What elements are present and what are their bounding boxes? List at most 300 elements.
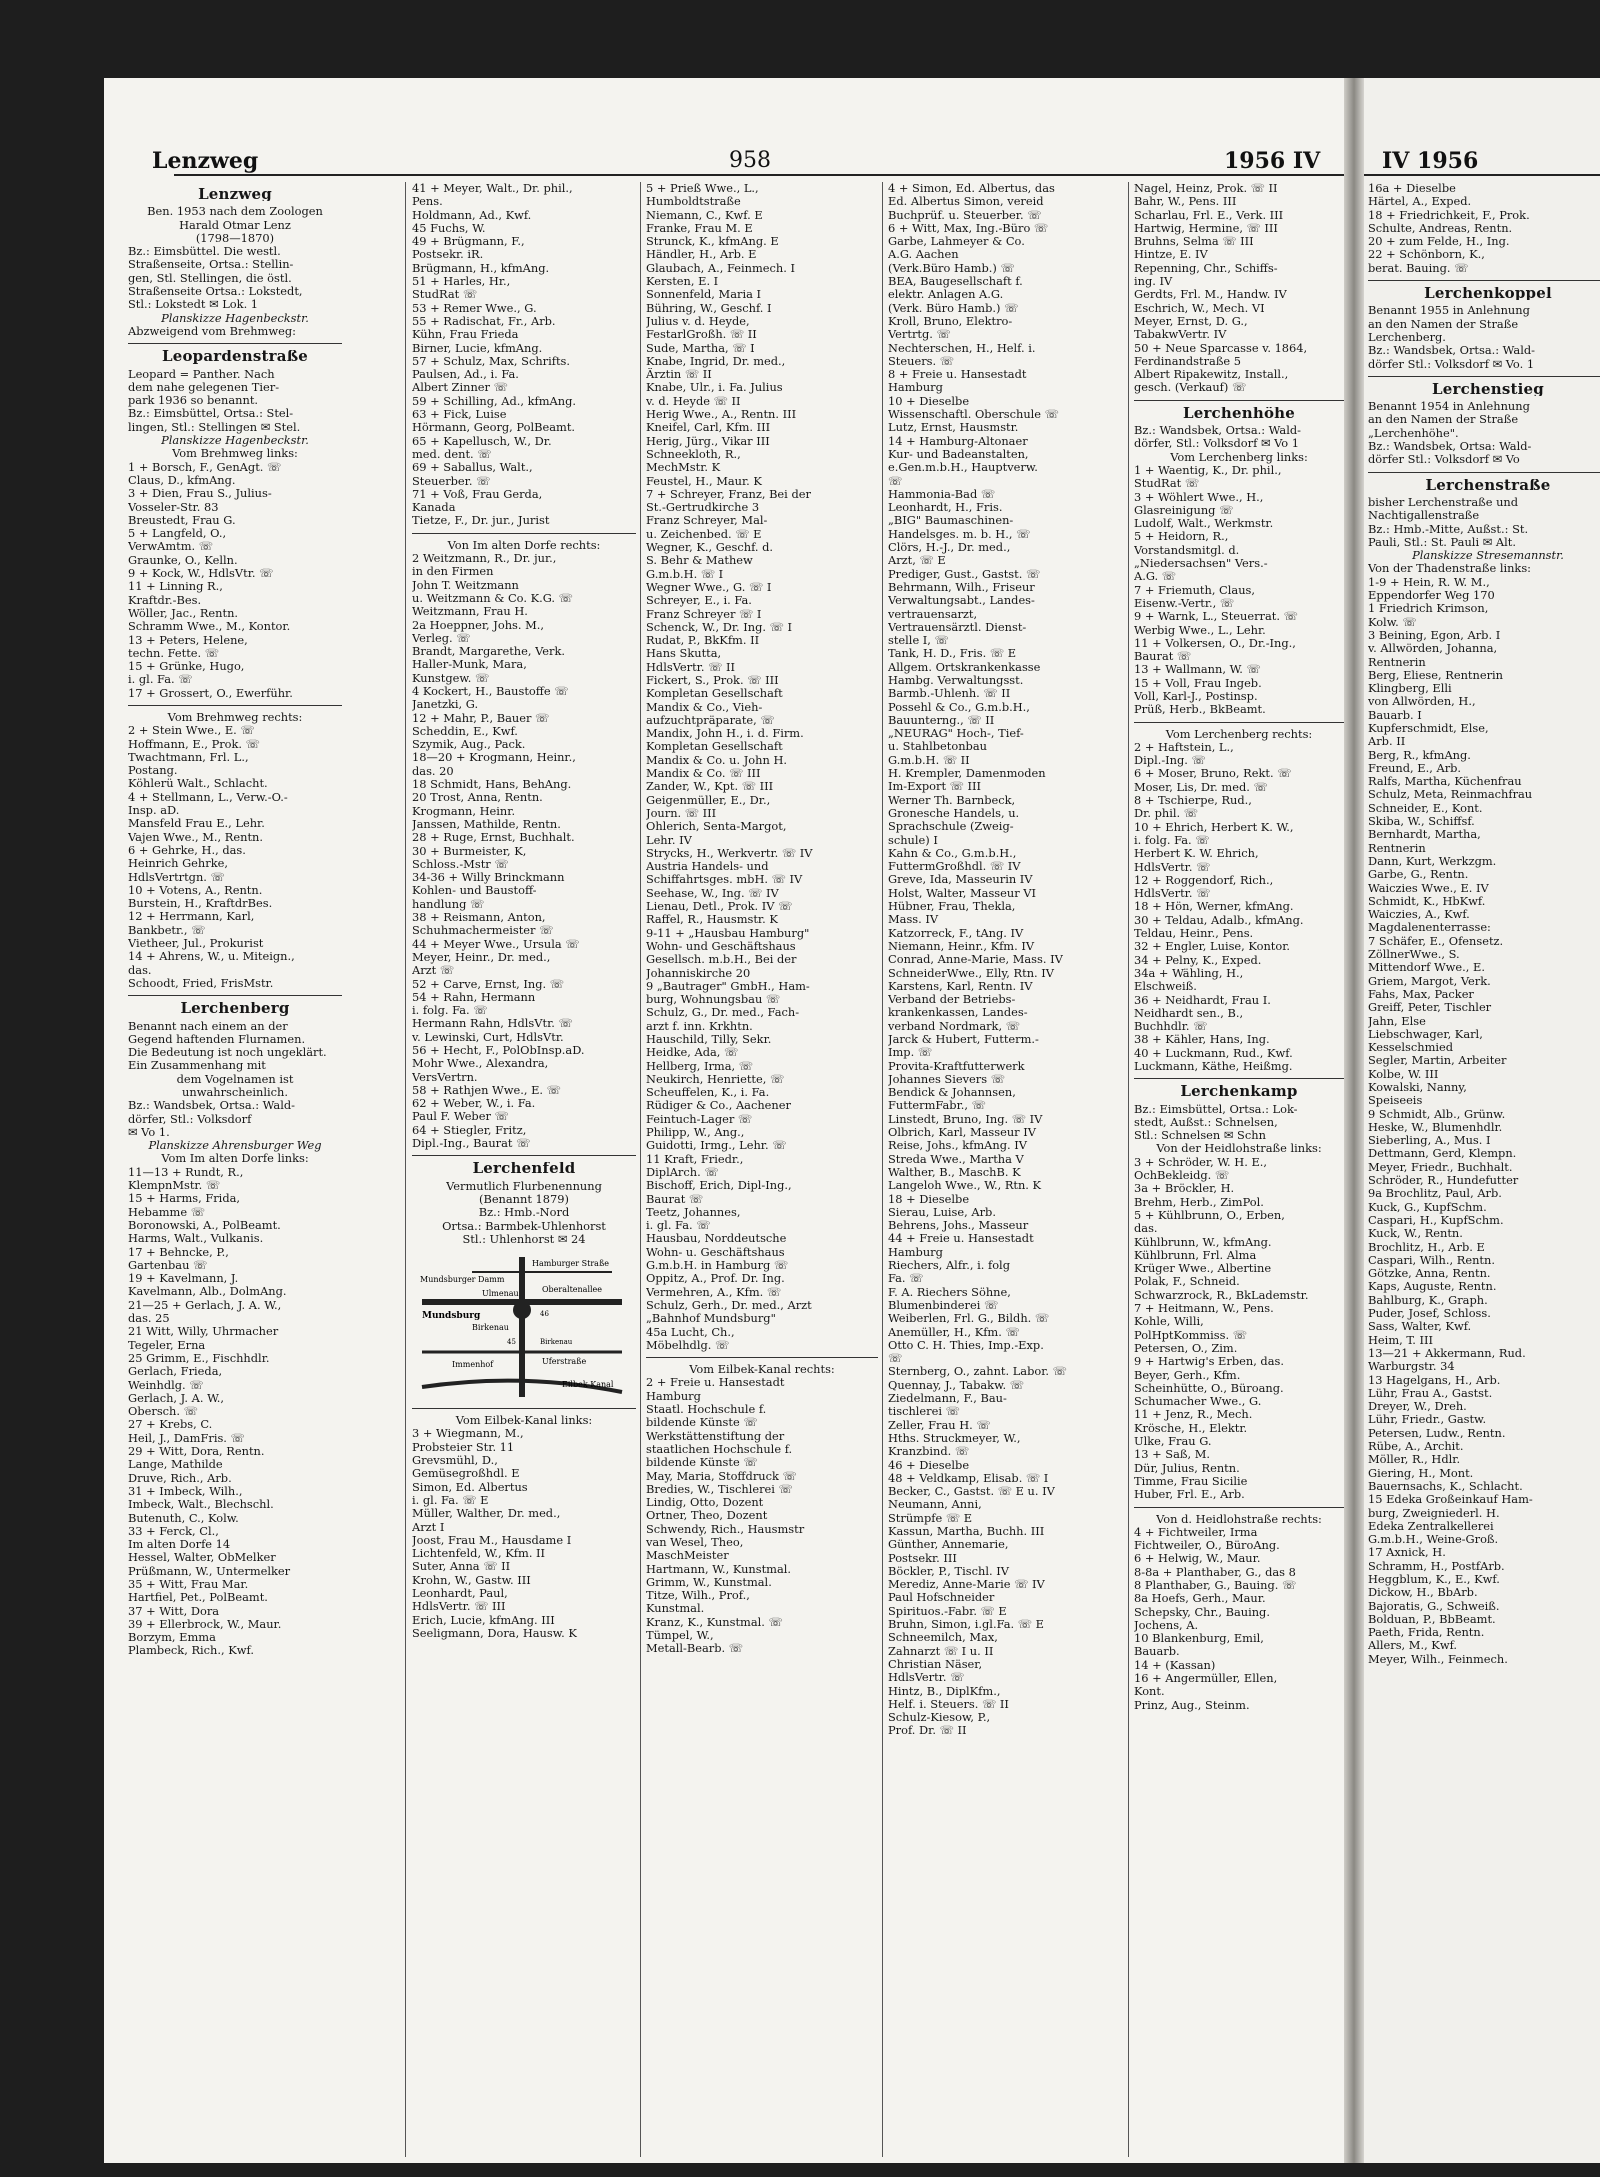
directory-entry: Glaubach, A., Feinmech. I (646, 261, 795, 275)
directory-entry: 56 + Hecht, F., PolObInsp.aD. (412, 1044, 585, 1057)
column-divider (640, 182, 641, 2157)
directory-entry: Straßenseite, Ortsa.: Stellin- (128, 258, 294, 272)
directory-entry: Kneifel, Carl, Kfm. III (646, 421, 771, 435)
directory-entry: park 1936 so benannt. (128, 394, 259, 408)
directory-entry: Liebschwager, Karl, (1368, 1027, 1483, 1041)
directory-entry: Waiczies Wwe., E. IV (1368, 881, 1489, 895)
directory-entry: 62 + Weber, W., i. Fa. (412, 1097, 536, 1111)
section-rule (128, 995, 342, 996)
directory-entry: 7 Schäfer, E., Ofensetz. (1368, 934, 1504, 948)
directory-entry: 59 + Schilling, Ad., kfmAng. (412, 394, 577, 408)
directory-entry: Leonhardt, Paul, (412, 1587, 508, 1601)
directory-entry: Hellberg, Irma, ☏ (646, 1059, 753, 1073)
directory-entry: 71 + Voß, Frau Gerda, (412, 487, 543, 501)
directory-entry: 4 Kockert, H., Baustoffe ☏ (412, 684, 569, 698)
directory-entry: Erich, Lucie, kfmAng. III (412, 1613, 555, 1627)
directory-entry: unwahrscheinlich. (182, 1086, 288, 1099)
directory-entry: Straßenseite Ortsa.: Lokstedt, (128, 285, 303, 299)
directory-entry: Feustel, H., Maur. K (646, 474, 762, 488)
directory-entry: Kunstmal. (646, 1602, 705, 1616)
directory-entry: Meyer, Ernst, D. G., (1134, 314, 1248, 328)
directory-entry: 18 + Dieselbe (888, 1192, 970, 1206)
directory-entry: 20 Trost, Anna, Rentn. (412, 791, 543, 805)
directory-entry: FuttermFabr., ☏ (888, 1099, 986, 1113)
directory-entry: 2a Hoeppner, Johs. M., (412, 618, 545, 632)
directory-entry: PolHptKommiss. ☏ (1134, 1328, 1247, 1342)
directory-entry: HdlsVertr. ☏ (1134, 887, 1211, 901)
directory-entry: 3 Beining, Egon, Arb. I (1368, 628, 1501, 642)
directory-entry: Leopard = Panther. Nach (128, 367, 275, 381)
directory-entry: Greve, Ida, Masseurin IV (888, 873, 1033, 887)
directory-entry: Schulz-Kiesow, P., (888, 1711, 991, 1725)
directory-entry: 21—25 + Gerlach, J. A. W., (128, 1298, 282, 1312)
directory-entry: Sonnenfeld, Maria I (646, 288, 761, 302)
directory-entry: Lange, Mathilde (128, 1458, 223, 1472)
directory-entry: StudRat ☏ (1134, 477, 1200, 491)
directory-entry: Kühlbrunn, Frl. Alma (1134, 1248, 1257, 1262)
directory-entry: Jahn, Else (1368, 1014, 1426, 1028)
directory-entry: Scheinhütte, O., Büroang. (1134, 1381, 1284, 1395)
directory-entry: Joost, Frau M., Hausdame I (412, 1533, 572, 1547)
directory-entry: u. Zeichenbed. ☏ E (646, 527, 762, 541)
directory-entry: BEA, Baugesellschaft f. (888, 275, 1023, 289)
directory-entry: Petersen, Ludw., Rentn. (1368, 1426, 1506, 1440)
directory-entry: 63 + Fick, Luise (412, 408, 507, 422)
directory-entry: Dettmann, Gerd, Klempn. (1368, 1147, 1517, 1161)
directory-entry: Im-Export ☏ III (888, 780, 982, 794)
directory-entry: dem Vogelnamen ist (176, 1072, 294, 1086)
directory-entry: 6 + Moser, Bruno, Rekt. ☏ (1134, 767, 1292, 781)
directory-entry: Albert Ripakewitz, Install., (1134, 368, 1289, 382)
directory-entry: H. Krempler, Damenmoden (888, 767, 1046, 781)
directory-entry: 53 + Remer Wwe., G. (412, 301, 537, 315)
directory-entry: Kowalski, Nanny, (1368, 1081, 1467, 1094)
directory-entry: Bankbetr., ☏ (128, 923, 206, 937)
directory-entry: Langeloh Wwe., W., Rtn. K (888, 1179, 1042, 1193)
directory-entry: Claus, D., kfmAng. (128, 473, 236, 487)
directory-entry: Lindig, Otto, Dozent (646, 1496, 764, 1510)
directory-entry: Prüß, Herb., BkBeamt. (1134, 703, 1266, 717)
directory-entry: 1 + Borsch, F., GenAgt. ☏ (128, 460, 282, 474)
directory-entry: Franke, Frau M. E (646, 221, 753, 235)
directory-entry: Clörs, H.-J., Dr. med., (888, 541, 1011, 555)
directory-entry: Franz Schreyer ☏ I (646, 607, 762, 621)
directory-entry: Suter, Anna ☏ II (412, 1560, 511, 1574)
directory-entry: 3 + Dien, Frau S., Julius- (128, 487, 272, 501)
directory-entry: Segler, Martin, Arbeiter (1368, 1054, 1507, 1068)
directory-entry: Köhlerü Walt., Schlacht. (128, 777, 268, 791)
directory-entry: Schneider, E., Kont. (1368, 801, 1483, 815)
directory-entry: Schulz, Gerh., Dr. med., Arzt (646, 1298, 812, 1312)
directory-entry: Kompletan Gesellschaft (646, 740, 783, 754)
directory-entry: Lerchenberg. (1368, 330, 1446, 344)
directory-entry: 44 + Meyer Wwe., Ursula ☏ (412, 937, 580, 951)
directory-entry: A.G. Aachen (888, 248, 959, 262)
directory-entry: Greiff, Peter, Tischler (1368, 1001, 1492, 1015)
directory-entry: Hoffmann, E., Prok. ☏ (128, 737, 260, 751)
directory-entry: Bolduan, P., BbBeamt. (1368, 1612, 1496, 1626)
directory-entry: Schramm, H., PostfArb. (1368, 1559, 1505, 1573)
directory-entry: Oppitz, A., Prof. Dr. Ing. (646, 1272, 785, 1286)
directory-entry: Imp. ☏ (888, 1046, 933, 1060)
directory-entry: Herig Wwe., A., Rentn. III (646, 408, 797, 422)
section-rule (1134, 1078, 1344, 1079)
directory-entry: DiplArch. ☏ (646, 1165, 719, 1179)
directory-entry: Möller, R., Hdlr. (1368, 1453, 1461, 1467)
directory-entry: 16a + Dieselbe (1368, 182, 1456, 195)
directory-entry: Heggblum, K., E., Kwf. (1368, 1572, 1500, 1586)
directory-entry: Eppendorfer Weg 170 (1368, 589, 1495, 603)
directory-entry: 7 + Heitmann, W., Pens. (1134, 1302, 1274, 1316)
directory-entry: 9 Schmidt, Alb., Grünw. (1368, 1107, 1506, 1121)
directory-entry: Provita-Kraftfutterwerk (888, 1059, 1025, 1073)
directory-entry: 2 Weitzmann, R., Dr. jur., (412, 552, 557, 566)
directory-entry: Bz.: Wandsbek, Ortsa: Wald- (1368, 440, 1532, 454)
directory-entry: Verwaltungsabt., Landes- (888, 594, 1035, 608)
directory-entry: Heim, T. III (1368, 1333, 1434, 1347)
directory-entry: 64 + Stiegler, Fritz, (412, 1123, 527, 1137)
directory-entry: Glasreinigung ☏ (1134, 503, 1234, 517)
directory-entry: Bz.: Hmb.-Nord (478, 1206, 570, 1220)
directory-entry: Grimm, W., Kunstmal. (646, 1575, 772, 1589)
directory-entry: 30 + Burmeister, K, (412, 844, 527, 858)
directory-entry: VersVertrn. (412, 1070, 478, 1084)
directory-entry: Hths. Struckmeyer, W., (888, 1431, 1021, 1445)
directory-entry: bildende Künste ☏ (646, 1456, 758, 1470)
directory-entry: 15 + Voll, Frau Ingeb. (1134, 676, 1262, 690)
directory-entry: Planskizze Hagenbeckstr. (161, 311, 309, 325)
directory-entry: Bz.: Hmb.-Mitte, Außst.: St. (1368, 522, 1529, 536)
directory-entry: Skiba, W., Schiffsf. (1368, 815, 1475, 829)
directory-entry: Sierau, Luise, Arb. (888, 1205, 996, 1219)
column-divider (1128, 182, 1129, 2157)
directory-entry: Hessel, Walter, ObMelker (128, 1551, 276, 1565)
street-heading: Lerchenkoppel (1424, 287, 1552, 301)
section-rule (1134, 722, 1344, 723)
directory-entry: Schmidt, K., HbKwf. (1368, 894, 1486, 908)
directory-entry: 15 Edeka Großeinkauf Ham- (1368, 1493, 1533, 1507)
directory-entry: 18 + Hön, Werner, kfmAng. (1134, 900, 1294, 914)
directory-entry: Neumann, Anni, (888, 1498, 982, 1512)
directory-entry: Schulz, G., Dr. med., Fach- (646, 1006, 800, 1020)
directory-entry: Kraftdr.-Bes. (128, 593, 202, 607)
directory-entry: G.m.b.H., Weine-Groß. (1368, 1533, 1499, 1547)
directory-entry: Werbig Wwe., L., Lehr. (1134, 623, 1266, 637)
directory-entry: Lienau, Detl., Prok. IV ☏ (646, 900, 793, 914)
directory-entry: 11 + Jenz, R., Mech. (1134, 1408, 1253, 1422)
directory-entry: Postsekr. iR. (412, 248, 484, 262)
directory-entry: Johanniskirche 20 (646, 966, 751, 980)
directory-entry: Kunstgew. ☏ (412, 671, 490, 685)
map-label: Eilbek-Kanal (562, 1380, 614, 1390)
directory-entry: i. gl. Fa. ☏ E (412, 1493, 489, 1507)
directory-entry: Vermutlich Flurbenennung (446, 1179, 602, 1193)
directory-entry: Ben. 1953 nach dem Zoologen (147, 205, 323, 219)
directory-entry: Janssen, Mathilde, Rentn. (412, 817, 561, 831)
directory-entry: Harald Otmar Lenz (179, 218, 291, 232)
directory-entry: Ärztin ☏ II (646, 368, 712, 382)
directory-entry: Garbe, G., Rentn. (1368, 868, 1469, 882)
directory-entry: Kompletan Gesellschaft (646, 687, 783, 701)
directory-entry: Brügmann, H., kfmAng. (412, 261, 550, 275)
directory-entry: SchneiderWwe., Elly, Rtn. IV (888, 966, 1054, 980)
directory-entry: Arzt ☏ (412, 964, 455, 978)
directory-entry: Wohn- und Geschäftshaus (646, 939, 796, 953)
directory-entry: Bredies, W., Tischlerei ☏ (646, 1482, 793, 1496)
directory-entry: Elschweiß. (1134, 980, 1197, 994)
directory-entry: Meyer, Friedr., Buchhalt. (1368, 1160, 1513, 1174)
directory-entry: Fickert, S., Prok. ☏ III (646, 673, 779, 687)
directory-entry: Schwarzrock, R., BkLademstr. (1134, 1288, 1309, 1302)
directory-entry: 65 + Kapellusch, W., Dr. (412, 434, 552, 448)
directory-entry: Vom Brehmweg links: (172, 447, 298, 461)
directory-entry: Steuerber. ☏ (412, 474, 491, 488)
street-heading: Lerchenstraße (1425, 478, 1551, 492)
directory-entry: 13 Hagelgans, H., Arb. (1368, 1373, 1501, 1387)
directory-entry: Günther, Annemarie, (888, 1538, 1009, 1552)
directory-entry: Bühring, W., Geschf. I (646, 301, 772, 315)
directory-entry: Meyer, Wilh., Feinmech. (1368, 1652, 1508, 1666)
directory-entry: Plambeck, Rich., Kwf. (128, 1644, 254, 1658)
directory-entry: Vermehren, A., Kfm. ☏ (646, 1285, 782, 1299)
directory-entry: i. gl. Fa. ☏ (128, 673, 193, 687)
directory-entry: 49 + Brügmann, F., (412, 235, 525, 249)
directory-entry: Teetz, Johannes, (646, 1205, 741, 1219)
directory-entry: Otto C. H. Thies, Imp.-Exp. (888, 1338, 1044, 1352)
directory-entry: 14 + Hamburg-Altonaer (888, 434, 1028, 448)
directory-entry: in den Firmen (412, 565, 494, 579)
directory-entry: Planskizze Ahrensburger Weg (148, 1139, 322, 1153)
map-svg (412, 1252, 632, 1402)
directory-entry: Birner, Lucie, kfmAng. (412, 341, 543, 355)
directory-entry: Handelsges. m. b. H., ☏ (888, 527, 1031, 541)
directory-entry: Arzt, ☏ E (888, 554, 946, 568)
directory-entry: Kassun, Martha, Buchh. III (888, 1524, 1045, 1538)
directory-entry: 10 + Dieselbe (888, 394, 970, 408)
directory-entry: 9 + Kock, W., HdlsVtr. ☏ (128, 567, 274, 581)
directory-entry: Wissenschaftl. Oberschule ☏ (888, 408, 1059, 422)
directory-entry: 52 + Carve, Ernst, Ing. ☏ (412, 977, 565, 991)
directory-entry: „NEURAG" Hoch-, Tief- (888, 727, 1024, 741)
directory-entry: Händler, H., Arb. E (646, 248, 757, 262)
directory-entry: Garbe, Lahmeyer & Co. (888, 235, 1025, 249)
directory-entry: Allers, M., Kwf. (1368, 1639, 1458, 1653)
directory-entry: Strunck, K., kfmAng. E (646, 235, 779, 249)
directory-entry: Bz.: Eimsbüttel. Die westl. (128, 245, 281, 259)
directory-entry: Ortner, Theo, Dozent (646, 1509, 768, 1523)
directory-entry: Ortsa.: Barmbek-Uhlenhorst (442, 1219, 606, 1233)
directory-entry: Franz Schreyer, Mal- (646, 514, 768, 528)
directory-entry: Eisenw.-Vertr., ☏ (1134, 596, 1235, 610)
directory-entry: van Wesel, Theo, (646, 1535, 744, 1549)
directory-entry: Dr. phil. ☏ (1134, 807, 1198, 821)
section-rule (1134, 400, 1344, 401)
directory-entry: Schloss.-Mstr ☏ (412, 857, 509, 871)
directory-entry: Christian Näser, (888, 1657, 983, 1671)
directory-entry: Arzt I (412, 1520, 445, 1534)
directory-entry: Lühr, Friedr., Gastw. (1368, 1413, 1487, 1427)
directory-entry: Rentnerin (1368, 655, 1426, 669)
directory-entry: Kroll, Bruno, Elektro- (888, 314, 1013, 328)
directory-entry: Dür, Julius, Rentn. (1134, 1461, 1240, 1475)
directory-entry: Weitzmann, Frau H. (412, 605, 528, 619)
directory-entry: 50 + Neue Sparcasse v. 1864, (1134, 341, 1308, 355)
directory-entry: Bauarb. I (1368, 708, 1422, 722)
directory-entry: Lehr. IV (646, 833, 692, 847)
directory-entry: Schwendy, Rich., Hausmstr (646, 1522, 805, 1536)
directory-entry: 10 + Ehrich, Herbert K. W., (1134, 820, 1294, 834)
directory-entry: Vietheer, Jul., Prokurist (128, 937, 264, 951)
directory-entry: Vom Lerchenberg rechts: (1165, 727, 1313, 741)
directory-entry: Wegner, K., Geschf. d. (646, 541, 774, 555)
directory-entry: 12 + Mahr, P., Bauer ☏ (412, 711, 550, 725)
directory-entry: Haller-Munk, Mara, (412, 658, 527, 672)
directory-entry: Blumenbinderei ☏ (888, 1298, 999, 1312)
directory-entry: Karstens, Karl, Rentn. IV (888, 979, 1033, 993)
directory-entry: Vorstandsmitgl. d. (1134, 543, 1240, 557)
directory-entry: 34 + Pelny, K., Exped. (1134, 953, 1262, 967)
directory-entry: Julius v. d. Heyde, (646, 314, 750, 328)
directory-entry: Barmb.-Uhlenh. ☏ II (888, 687, 1011, 701)
directory-entry: berat. Bauing. ☏ (1368, 261, 1469, 275)
directory-entry: Mittendorf Wwe., E. (1368, 961, 1485, 975)
directory-entry: Sprachschule (Zweig- (888, 820, 1014, 834)
directory-entry: Druve, Rich., Arb. (128, 1471, 232, 1485)
street-heading: Leopardenstraße (161, 350, 309, 364)
directory-entry: Buchprüf. u. Steuerber. ☏ (888, 208, 1042, 222)
directory-entry: Simon, Ed. Albertus (412, 1480, 528, 1494)
directory-entry: Behrens, Johs., Masseur (888, 1219, 1029, 1233)
directory-entry: Gerlach, J. A. W., (128, 1391, 225, 1405)
directory-entry: Meyer, Heinr., Dr. med., (412, 950, 551, 964)
directory-entry: 16 + Angermüller, Ellen, (1134, 1672, 1278, 1686)
directory-entry: Paul F. Weber ☏ (412, 1110, 509, 1124)
directory-entry: Schramm Wwe., M., Kontor. (128, 620, 291, 634)
directory-entry: 22 + Schönborn, K., (1368, 248, 1485, 262)
section-rule (1368, 376, 1600, 377)
directory-entry: Krüger Wwe., Albertine (1134, 1262, 1272, 1276)
directory-entry: Kont. (1134, 1685, 1165, 1699)
directory-entry: „BIG" Baumaschinen- (888, 514, 1014, 528)
directory-entry: Lühr, Frau A., Gastst. (1368, 1386, 1493, 1400)
right-column (1368, 182, 1600, 2157)
directory-entry: Anemüller, H., Kfm. ☏ (888, 1325, 1020, 1339)
directory-entry: Humboldtstraße (646, 195, 741, 209)
street-heading: Lerchenkamp (1180, 1085, 1298, 1099)
directory-entry: Ludolf, Walt., Werkmstr. (1134, 517, 1274, 531)
directory-entry: 31 + Imbeck, Wilh., (128, 1484, 243, 1498)
directory-entry: 12 + Roggendorf, Rich., (1134, 873, 1274, 887)
directory-entry: 27 + Krebs, C. (128, 1418, 213, 1432)
directory-entry: Zander, W., Kpt. ☏ III (646, 780, 774, 794)
directory-entry: Kolbe, W. III (1368, 1067, 1439, 1081)
directory-entry: an den Namen der Straße (1368, 317, 1519, 331)
directory-entry: Dickow, H., BbArb. (1368, 1586, 1478, 1600)
directory-entry: Janetzki, G. (412, 698, 479, 712)
directory-entry: Prüßmann, W., Untermelker (128, 1564, 291, 1578)
directory-entry: Bz.: Wandsbek, Ortsa.: Wald- (1368, 344, 1535, 358)
map-label: Immenhof (452, 1360, 494, 1370)
directory-entry: Probsteier Str. 11 (412, 1440, 515, 1454)
directory-entry: Bernhardt, Martha, (1368, 828, 1481, 842)
directory-entry: 7 + Friemuth, Claus, (1134, 583, 1256, 597)
directory-entry: Pauli, Stl.: St. Pauli ✉ Alt. (1368, 535, 1516, 549)
directory-entry: Böckler, P., Tischl. IV (888, 1564, 1009, 1578)
directory-entry: Voll, Karl-J., Postinsp. (1134, 689, 1258, 703)
directory-entry: Dann, Kurt, Werkzgm. (1368, 854, 1497, 868)
directory-entry: Kranz, K., Kunstmal. ☏ (646, 1615, 783, 1629)
map-label: Ulmenau (482, 1289, 519, 1299)
directory-entry: MaschMeister (646, 1549, 729, 1563)
directory-entry: Streda Wwe., Martha V (888, 1152, 1024, 1166)
directory-entry: Butenuth, C., Kolw. (128, 1511, 239, 1525)
directory-entry: Arb. II (1368, 735, 1406, 749)
directory-entry: Kühlbrunn, W., kfmAng. (1134, 1235, 1272, 1249)
directory-entry: Schulz, Meta, Reinmachfrau (1368, 788, 1533, 802)
directory-entry: Behrmann, Wilh., Friseur (888, 580, 1035, 594)
directory-entry: A.G. ☏ (1134, 570, 1177, 584)
directory-entry: Sude, Martha, ☏ I (646, 341, 755, 355)
directory-entry: Dreyer, W., Dreh. (1368, 1400, 1467, 1414)
map-label: 46 (540, 1310, 549, 1319)
directory-entry: Klingberg, Elli (1368, 682, 1452, 696)
directory-entry: 11 + Volkersen, O., Dr.-Ing., (1134, 636, 1296, 650)
directory-entry: 32 + Engler, Luise, Kontor. (1134, 940, 1291, 954)
directory-entry: Freund, E., Arb. (1368, 761, 1462, 775)
directory-entry: May, Maria, Stoffdruck ☏ (646, 1469, 797, 1483)
directory-entry: 38 + Reismann, Anton, (412, 911, 546, 925)
directory-entry: 18 + Friedrichkeit, F., Prok. (1368, 208, 1530, 222)
directory-entry: Mandix, John H., i. d. Firm. (646, 727, 804, 741)
directory-entry: burg, Wohnungsbau ☏ (646, 993, 781, 1007)
directory-entry: (1798—1870) (195, 231, 275, 245)
directory-entry: Polak, F., Schneid. (1134, 1275, 1240, 1289)
directory-entry: Kaps, Auguste, Rentn. (1368, 1280, 1497, 1294)
directory-entry: 17 + Grossert, O., Ewerführ. (128, 686, 293, 700)
directory-entry: Bauarb. (1134, 1645, 1180, 1659)
directory-entry: 4 + Fichtweiler, Irma (1134, 1525, 1258, 1539)
directory-entry: 19 + Kavelmann, J. (128, 1272, 239, 1286)
directory-entry: v. Lewinski, Curt, HdlsVtr. (412, 1030, 564, 1044)
column-2 (412, 182, 636, 2157)
map-label: Birkenau (472, 1323, 509, 1333)
directory-entry: Kavelmann, Alb., DolmAng. (128, 1285, 287, 1299)
directory-entry: Hamburg (888, 381, 943, 395)
directory-entry: Repenning, Chr., Schiffs- (1134, 261, 1278, 275)
left-page (104, 78, 1344, 2163)
directory-entry: Bahlburg, K., Graph. (1368, 1293, 1488, 1307)
directory-entry: Bischoff, Erich, Dipl-Ing., (646, 1179, 792, 1193)
directory-entry: Huber, Frl. E., Arb. (1134, 1488, 1245, 1502)
directory-entry: Benannt nach einem an der (128, 1019, 288, 1033)
directory-entry: 5 + Prieß Wwe., L., (646, 182, 759, 195)
directory-entry: Kersten, E. I (646, 275, 719, 289)
directory-entry: Benannt 1955 in Anlehnung (1368, 304, 1530, 318)
directory-entry: 38 + Kähler, Hans, Ing. (1134, 1033, 1270, 1047)
directory-entry: Postsekr. III (888, 1551, 957, 1565)
directory-entry: Stl.: Uhlenhorst ✉ 24 (462, 1232, 586, 1246)
directory-entry: Ralfs, Martha, Küchenfrau (1368, 775, 1522, 789)
running-head-year: 1956 IV (1224, 148, 1321, 174)
directory-entry: Steuers. ☏ (888, 354, 954, 368)
directory-entry: gen, Stl. Stellingen, die östl. (128, 271, 292, 285)
directory-entry: Rentnerin (1368, 841, 1426, 855)
directory-entry: Imbeck, Walt., Blechschl. (128, 1498, 274, 1512)
directory-entry: 54 + Rahn, Hermann (412, 990, 536, 1004)
directory-entry: Hübner, Frau, Thekla, (888, 900, 1016, 914)
directory-entry: Hartmann, W., Kunstmal. (646, 1562, 792, 1576)
directory-entry: 20 + zum Felde, H., Ing. (1368, 235, 1510, 249)
